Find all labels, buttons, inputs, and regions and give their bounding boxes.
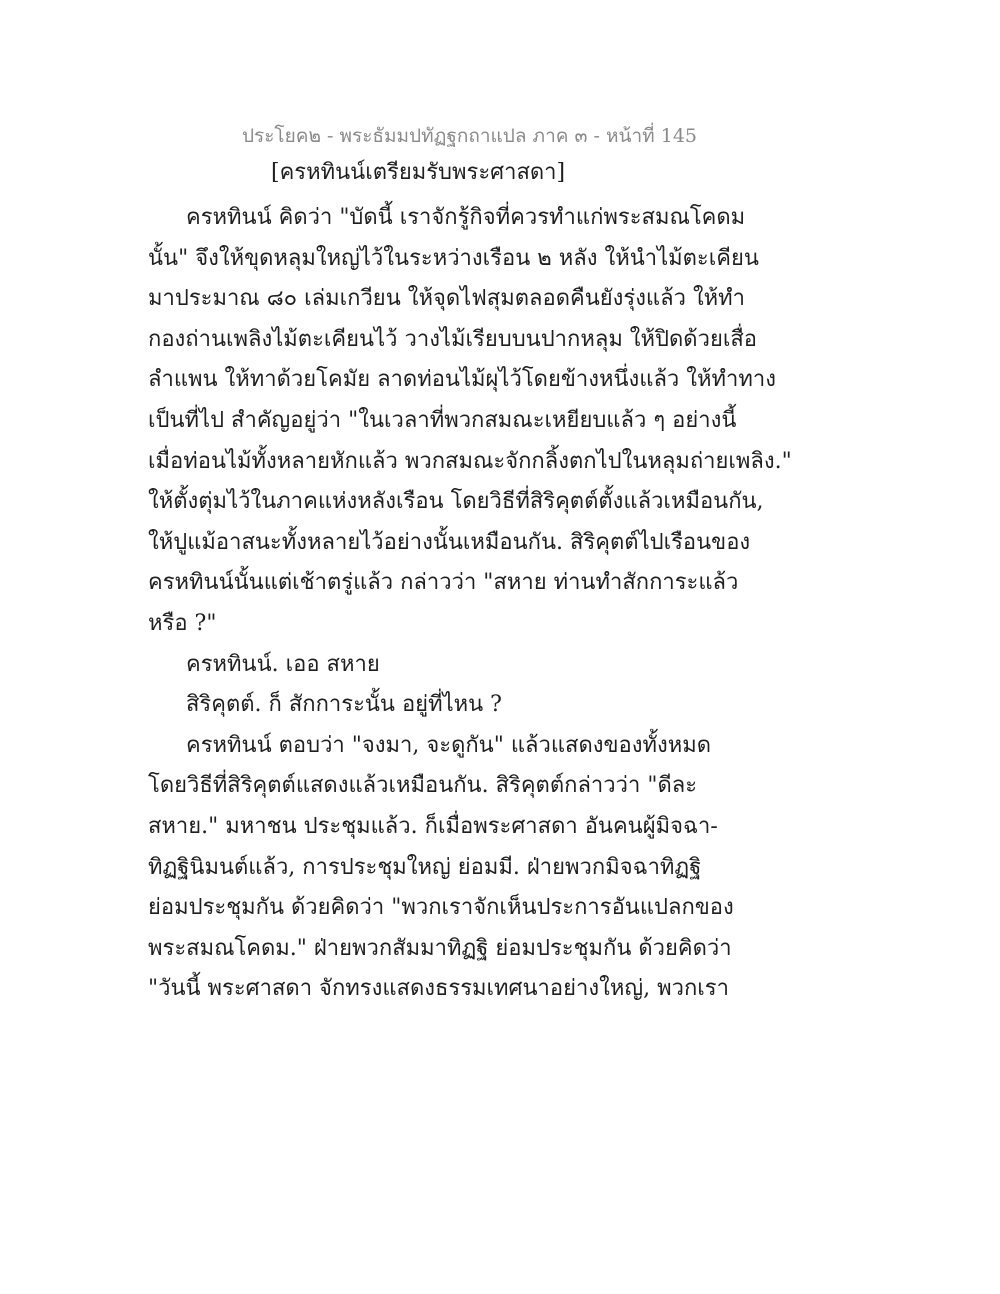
text-line: สหาย." มหาชน ประชุมแล้ว. ก็เมื่อพระศาสดา อันคนผู้มิจฉา- <box>148 813 718 839</box>
text-line: โดยวิธีที่สิริคุตต์แสดงแล้วเหมือนกัน. สิริคุตต์กล่าวว่า "ดีละ <box>148 773 698 799</box>
text-line: ย่อมประชุมกัน ด้วยคิดว่า "พวกเราจักเห็นประการอันแปลกของ <box>148 895 734 921</box>
text-line: มาประมาณ ๘๐ เล่มเกวียน ให้จุดไฟสุมตลอดคืนยังรุ่งแล้ว ให้ทำ <box>148 286 746 312</box>
text-line: ครหทินน์. เออ สหาย <box>186 651 380 677</box>
body-text <box>148 198 792 1010</box>
running-header: ประโยค๒ - พระธัมมปทัฏฐกถาแปล ภาค ๓ - หน้าที่ 145 <box>241 125 697 147</box>
text-line: ลำแพน ให้ทาด้วยโคมัย ลาดท่อนไม้ผุไว้โดยข้างหนึ่งแล้ว ให้ทำทาง <box>148 367 776 393</box>
text-line: หรือ ?" <box>148 610 217 636</box>
text-line: กองถ่านเพลิงไม้ตะเคียนไว้ วางไม้เรียบบนปากหลุม ให้ปิดด้วยเสื่อ <box>148 326 757 352</box>
text-line: ให้ตั้งตุ่มไว้ในภาคแห่งหลังเรือน โดยวิธีที่สิริคุตต์ตั้งแล้วเหมือนกัน, <box>148 489 764 515</box>
text-line: เมื่อท่อนไม้ทั้งหลายหักแล้ว พวกสมณะจักกลิ้งตกไปในหลุมถ่ายเพลิง." <box>148 448 792 474</box>
text-line: นั้น" จึงให้ขุดหลุมใหญ่ไว้ในระหว่างเรือน ๒ หลัง ให้นำไม้ตะเคียน <box>148 245 759 271</box>
section-title: [ครหทินน์เตรียมรับพระศาสดา] <box>271 160 566 185</box>
text-line: ครหทินน์นั้นแต่เช้าตรู่แล้ว กล่าวว่า "สหาย ท่านทำสักการะแล้ว <box>148 570 739 596</box>
text-line: ครหทินน์ คิดว่า "บัดนี้ เราจักรู้กิจที่ควรทำแก่พระสมณโคดม <box>186 205 746 230</box>
text-line: เป็นที่ไป สำคัญอยู่ว่า "ในเวลาที่พวกสมณะเหยียบแล้ว ๆ อย่างนี้ <box>148 407 737 433</box>
text-line: ให้ปูแม้อาสนะทั้งหลายไว้อย่างนั้นเหมือนกัน. สิริคุตต์ไปเรือนของ <box>148 529 751 555</box>
text-line: ทิฏฐินิมนต์แล้ว, การประชุมใหญ่ ย่อมมี. ฝ่ายพวกมิจฉาทิฏฐิ <box>148 854 702 880</box>
text-line: ครหทินน์ ตอบว่า "จงมา, จะดูกัน" แล้วแสดงของทั้งหมด <box>186 732 712 758</box>
text-line: สิริคุตต์. ก็ สักการะนั้น อยู่ที่ไหน ? <box>186 692 502 718</box>
text-line: "วันนี้ พระศาสดา จักทรงแสดงธรรมเทศนาอย่างใหญ่, พวกเรา <box>148 976 729 1002</box>
text-line: พระสมณโคดม." ฝ่ายพวกสัมมาทิฏฐิ ย่อมประชุมกัน ด้วยคิดว่า <box>148 935 732 961</box>
